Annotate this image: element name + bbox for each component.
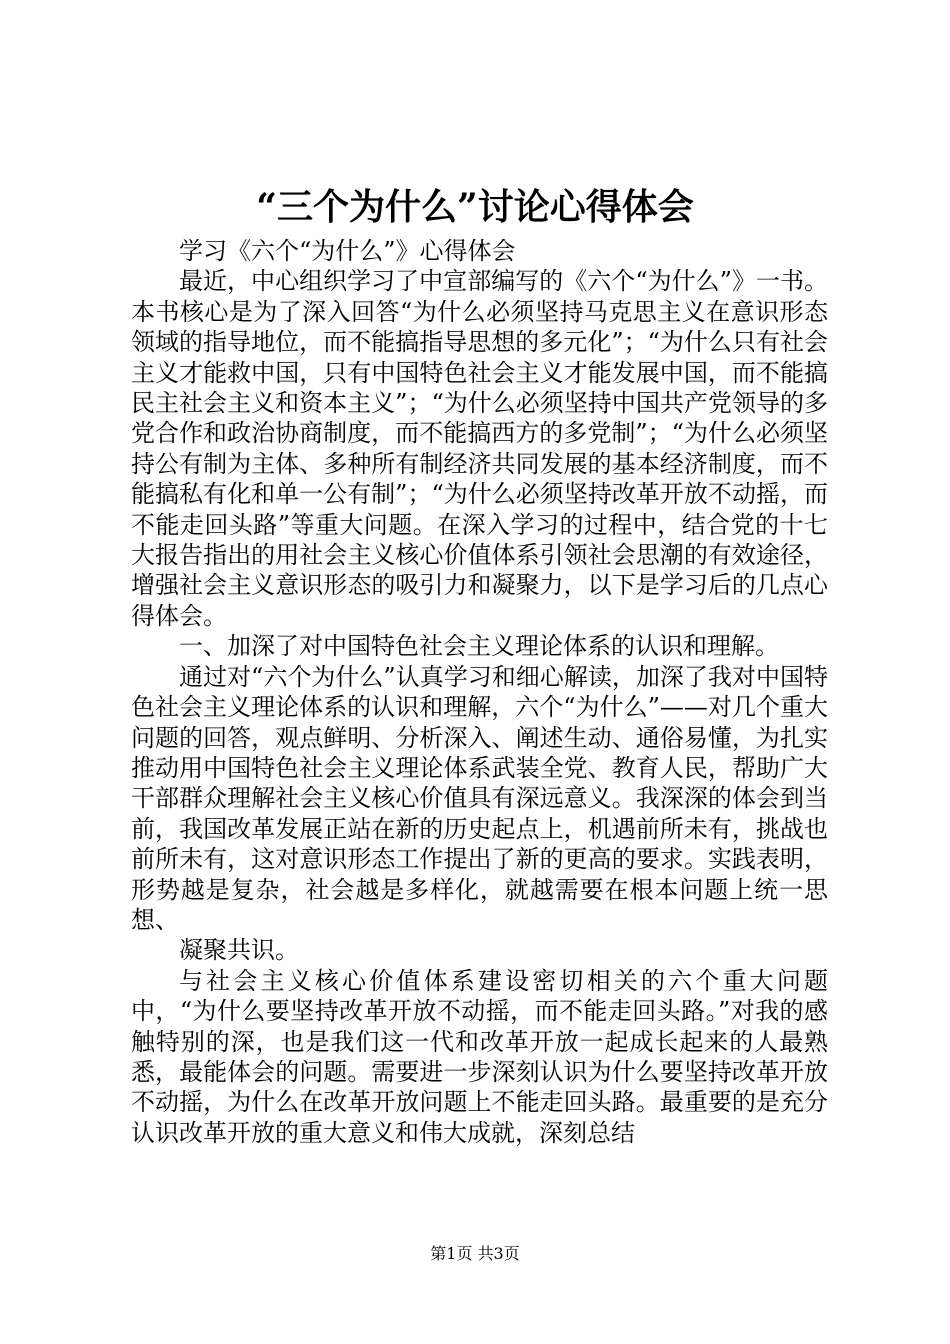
document-body [131,236,828,1148]
body-paragraph: 凝聚共识。 [179,936,299,965]
body-paragraph: 与社会主义核心价值体系建设密切相关的六个重大问题中，“为什么要坚持改革开放不动摇，而不能走回头路。”对我的感触特别的深，也是我们这一代和改革开放一起成长起来的人最熟悉，最能体会的问题。需要进一步深刻认识为什么要坚持改革开放不动摇，为什么在改革开放问题上不能走回头路。最重要的是充分认识改革开放的重大意义和伟大成就，深刻总结 [131,966,828,1147]
section-heading: 学习《六个“为什么”》心得体会 [179,237,516,265]
section-heading: 一、加深了对中国特色社会主义理论体系的认识和理解。 [179,632,779,661]
body-paragraph: 通过对“六个为什么”认真学习和细心解读，加深了我对中国特色社会主义理论体系的认识和理解，六个“为什么”——对几个重大问题的回答，观点鲜明、分析深入、阐述生动、通俗易懂，为扎实推动用中国特色社会主义理论体系武装全党、教育人民，帮助广大干部群众理解社会主义核心价值具有深远意义。我深深的体会到当前，我国改革发展正站在新的历史起点上，机遇前所未有，挑战也前所未有，这对意识形态工作提出了新的更高的要求。实践表明，形势越是复杂，社会越是多样化，就越需要在根本问题上统一思想、 [131,662,828,934]
document-title: “三个为什么”讨论心得体会 [256,186,694,228]
body-paragraph: 最近，中心组织学习了中宣部编写的《六个“为什么”》一书。本书核心是为了深入回答“为什么必须坚持马克思主义在意识形态领域的指导地位，而不能搞指导思想的多元化”；“为什么只有社会主义才能救中国，只有中国特色社会主义才能发展中国，而不能搞民主社会主义和资本主义”；“为什么必须坚持中国共产党领导的多党合作和政治协商制度，而不能搞西方的多党制”；“为什么必须坚持公有制为主体、多种所有制经济共同发展的基本经济制度，而不能搞私有化和单一公有制”；“为什么必须坚持改革开放不动摇，而不能走回头路”等重大问题。在深入学习的过程中，结合党的十七大报告指出的用社会主义核心价值体系引领社会思潮的有效途径，增强社会主义意识形态的吸引力和凝聚力，以下是学习后的几点心得体会。 [131,267,828,630]
page-number-footer: 第1页 共3页 [430,1244,520,1263]
